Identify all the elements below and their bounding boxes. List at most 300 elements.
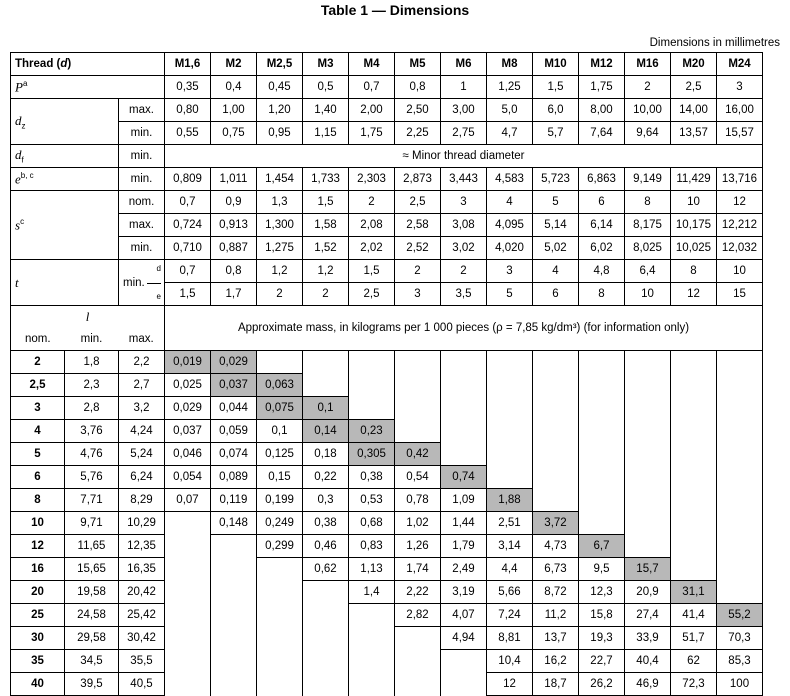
table-cell: 0,724 (165, 214, 211, 237)
table-cell: 5 (487, 283, 533, 306)
mass-value-shaded: 0,075 (257, 397, 303, 420)
length-max: 3,2 (119, 397, 165, 420)
table-cell: 2 (349, 191, 395, 214)
table-cell: 5,723 (533, 168, 579, 191)
length-nom: 3 (11, 397, 65, 420)
length-nom: 25 (11, 604, 65, 627)
mass-value: 0,53 (349, 489, 395, 512)
qualifier-label: min. (123, 276, 145, 289)
length-min: 9,71 (65, 512, 119, 535)
table-cell: 0,55 (165, 122, 211, 145)
mass-value (349, 374, 395, 397)
table-cell: 6,14 (579, 214, 625, 237)
mass-value: 1,4 (349, 581, 395, 604)
mass-value (625, 420, 671, 443)
length-max: 5,24 (119, 443, 165, 466)
mass-value: 18,7 (533, 673, 579, 696)
mass-row (11, 397, 763, 420)
length-min: 29,58 (65, 627, 119, 650)
table-cell: 6 (533, 283, 579, 306)
mass-value: 72,3 (671, 673, 717, 696)
table-cell: 12 (671, 283, 717, 306)
t-d-row (11, 260, 763, 283)
table-cell: 6 (579, 191, 625, 214)
mass-value: 10,4 (487, 650, 533, 673)
mass-value (533, 374, 579, 397)
t-label: t (11, 260, 119, 306)
df-row (11, 145, 763, 168)
table-cell: 1,2 (257, 260, 303, 283)
mass-value (717, 512, 763, 535)
table-cell: 11,429 (671, 168, 717, 191)
dz-label: $d_z$ (11, 99, 119, 145)
mass-value (625, 443, 671, 466)
table-cell: 10,025 (671, 237, 717, 260)
mass-value-shaded: 1,88 (487, 489, 533, 512)
length-nom: 35 (11, 650, 65, 673)
length-min: 1,8 (65, 351, 119, 374)
table-cell: 1,75 (349, 122, 395, 145)
length-min: 2,8 (65, 397, 119, 420)
mass-value: 0,059 (211, 420, 257, 443)
mass-value: 2,22 (395, 581, 441, 604)
length-nom: 2,5 (11, 374, 65, 397)
mass-value-shaded: 55,2 (717, 604, 763, 627)
mass-value: 0,68 (349, 512, 395, 535)
mass-value (487, 397, 533, 420)
mass-row (11, 535, 763, 558)
mass-value (165, 627, 211, 650)
length-min-header: min. (65, 328, 119, 351)
table-cell: 2,5 (395, 191, 441, 214)
mass-row (11, 512, 763, 535)
table-cell: 2,52 (395, 237, 441, 260)
mass-value (671, 512, 717, 535)
mass-value: 26,2 (579, 673, 625, 696)
mass-value (349, 627, 395, 650)
mass-value (395, 351, 441, 374)
length-max: 30,42 (119, 627, 165, 650)
mass-value (717, 351, 763, 374)
table-cell: 2 (257, 283, 303, 306)
table-cell: 1,011 (211, 168, 257, 191)
mass-value (671, 443, 717, 466)
length-max: 2,2 (119, 351, 165, 374)
mass-value (717, 420, 763, 443)
mass-value: 0,249 (257, 512, 303, 535)
length-symbol: l (11, 306, 165, 329)
table-cell: 10,00 (625, 99, 671, 122)
table-cell: 3 (441, 191, 487, 214)
table-cell: 1,75 (579, 76, 625, 99)
table-cell: 5,7 (533, 122, 579, 145)
length-nom: 40 (11, 673, 65, 696)
mass-value (257, 558, 303, 581)
table-cell: 5 (533, 191, 579, 214)
qualifier-label: min. (119, 122, 165, 145)
s-nom-row (11, 191, 763, 214)
table-cell: 1,5 (303, 191, 349, 214)
mass-value (533, 443, 579, 466)
mass-value (395, 650, 441, 673)
thread-header: Thread (d) (11, 53, 165, 76)
table-cell: 13,716 (717, 168, 763, 191)
table-cell: 1,25 (487, 76, 533, 99)
table-cell: 1,5 (533, 76, 579, 99)
table-cell: 0,7 (349, 76, 395, 99)
thread-size-header: M1,6 (165, 53, 211, 76)
mass-value-shaded: 0,42 (395, 443, 441, 466)
mass-value: 0,074 (211, 443, 257, 466)
length-max: 6,24 (119, 466, 165, 489)
table-cell: 6,02 (579, 237, 625, 260)
mass-value (625, 351, 671, 374)
mass-value (441, 374, 487, 397)
mass-value (165, 604, 211, 627)
mass-value: 0,07 (165, 489, 211, 512)
mass-value (717, 581, 763, 604)
table-cell: 1,5 (165, 283, 211, 306)
mass-value: 3,14 (487, 535, 533, 558)
mass-value (211, 535, 257, 558)
table-cell: 4,7 (487, 122, 533, 145)
table-cell: 2,873 (395, 168, 441, 191)
e-row (11, 168, 763, 191)
table-cell: 4 (487, 191, 533, 214)
mass-value (579, 397, 625, 420)
table-cell: 8 (671, 260, 717, 283)
mass-value: 13,7 (533, 627, 579, 650)
mass-value: 0,54 (395, 466, 441, 489)
table-cell: 4,8 (579, 260, 625, 283)
mass-value: 0,22 (303, 466, 349, 489)
mass-value (257, 604, 303, 627)
length-max: 10,29 (119, 512, 165, 535)
mass-row (11, 443, 763, 466)
table-cell: 3,02 (441, 237, 487, 260)
table-cell: 5,02 (533, 237, 579, 260)
mass-value (671, 397, 717, 420)
mass-value (165, 581, 211, 604)
mass-value: 51,7 (671, 627, 717, 650)
table-cell: 9,64 (625, 122, 671, 145)
table-cell: 2 (625, 76, 671, 99)
table-cell: 3,08 (441, 214, 487, 237)
mass-value: 1,44 (441, 512, 487, 535)
mass-value-shaded: 0,029 (211, 351, 257, 374)
length-max: 20,42 (119, 581, 165, 604)
mass-value: 7,24 (487, 604, 533, 627)
mass-value (165, 512, 211, 535)
mass-value (349, 351, 395, 374)
mass-value (395, 420, 441, 443)
mass-value: 19,3 (579, 627, 625, 650)
table-cell: 3 (487, 260, 533, 283)
mass-value (487, 374, 533, 397)
mass-value: 41,4 (671, 604, 717, 627)
mass-value (349, 650, 395, 673)
table-cell: 1,300 (257, 214, 303, 237)
mass-value: 22,7 (579, 650, 625, 673)
s-label: $s^c$ (11, 191, 119, 260)
table-cell: 2 (303, 283, 349, 306)
length-max: 4,24 (119, 420, 165, 443)
table-cell: 14,00 (671, 99, 717, 122)
length-nom-header: nom. (11, 328, 65, 351)
mass-value: 2,51 (487, 512, 533, 535)
df-label: $d_f$ (11, 145, 119, 168)
mass-value: 6,73 (533, 558, 579, 581)
table-cell: 5,14 (533, 214, 579, 237)
mass-value: 16,2 (533, 650, 579, 673)
mass-value (717, 397, 763, 420)
mass-value (165, 650, 211, 673)
mass-value-shaded: 6,7 (579, 535, 625, 558)
mass-value (257, 351, 303, 374)
length-nom: 16 (11, 558, 65, 581)
table-cell: 3,00 (441, 99, 487, 122)
mass-value (671, 466, 717, 489)
mass-value-shaded: 0,019 (165, 351, 211, 374)
length-nom: 2 (11, 351, 65, 374)
mass-value (441, 443, 487, 466)
mass-row (11, 650, 763, 673)
header-row (11, 53, 763, 76)
length-nom: 12 (11, 535, 65, 558)
table-cell: 2,25 (395, 122, 441, 145)
mass-value (211, 650, 257, 673)
mass-value: 0,299 (257, 535, 303, 558)
table-cell: 5,0 (487, 99, 533, 122)
mass-value-shaded: 0,305 (349, 443, 395, 466)
table-cell: 1,58 (303, 214, 349, 237)
mass-value (717, 443, 763, 466)
table-cell: 8,00 (579, 99, 625, 122)
mass-note: Approximate mass, in kilograms per 1 000 pieces (ρ = 7,85 kg/dm³) (for information only) (165, 306, 763, 351)
mass-value (303, 627, 349, 650)
thread-size-header: M12 (579, 53, 625, 76)
mass-value (257, 627, 303, 650)
mass-value (717, 535, 763, 558)
mass-value (717, 489, 763, 512)
length-nom: 20 (11, 581, 65, 604)
mass-value: 1,09 (441, 489, 487, 512)
table-cell: 12,212 (717, 214, 763, 237)
mass-value: 4,73 (533, 535, 579, 558)
mass-value (303, 604, 349, 627)
mass-row (11, 351, 763, 374)
mass-value (487, 420, 533, 443)
mass-value: 11,2 (533, 604, 579, 627)
mass-value: 1,79 (441, 535, 487, 558)
mass-value (717, 466, 763, 489)
units-note: Dimensions in millimetres (649, 37, 780, 49)
mass-value (395, 374, 441, 397)
mass-value: 0,125 (257, 443, 303, 466)
mass-row (11, 420, 763, 443)
mass-value: 85,3 (717, 650, 763, 673)
table-cell: 1 (441, 76, 487, 99)
length-max: 12,35 (119, 535, 165, 558)
table-cell: 3 (717, 76, 763, 99)
mass-value: 0,38 (303, 512, 349, 535)
table-cell: 1,00 (211, 99, 257, 122)
length-min: 11,65 (65, 535, 119, 558)
length-min: 7,71 (65, 489, 119, 512)
mass-value (487, 351, 533, 374)
mass-value: 2,82 (395, 604, 441, 627)
dimensions-table (10, 52, 763, 696)
length-max: 40,5 (119, 673, 165, 696)
mass-value (303, 581, 349, 604)
table-cell: 3,5 (441, 283, 487, 306)
thread-size-header: M20 (671, 53, 717, 76)
table-cell: 0,9 (211, 191, 257, 214)
length-header-row-1 (11, 306, 763, 329)
thread-size-header: M3 (303, 53, 349, 76)
mass-value: 0,148 (211, 512, 257, 535)
table-cell: 2,50 (395, 99, 441, 122)
length-nom: 6 (11, 466, 65, 489)
table-cell: 1,7 (211, 283, 257, 306)
mass-value: 0,46 (303, 535, 349, 558)
table-cell: 8,175 (625, 214, 671, 237)
mass-value (625, 374, 671, 397)
table-cell: 0,45 (257, 76, 303, 99)
mass-value: 0,044 (211, 397, 257, 420)
table-cell: 10,175 (671, 214, 717, 237)
table-cell: 0,7 (165, 191, 211, 214)
thread-size-header: M5 (395, 53, 441, 76)
mass-value: 0,089 (211, 466, 257, 489)
table-cell: 0,809 (165, 168, 211, 191)
table-cell: 0,710 (165, 237, 211, 260)
table-cell: 6,4 (625, 260, 671, 283)
mass-value (671, 351, 717, 374)
table-cell: 0,35 (165, 76, 211, 99)
qualifier-label: max. (119, 214, 165, 237)
length-min: 39,5 (65, 673, 119, 696)
mass-value: 0,119 (211, 489, 257, 512)
mass-row (11, 489, 763, 512)
table-cell: 1,2 (303, 260, 349, 283)
table-cell: 13,57 (671, 122, 717, 145)
mass-value (257, 650, 303, 673)
table-cell: 2,75 (441, 122, 487, 145)
length-max: 8,29 (119, 489, 165, 512)
mass-value-shaded: 15,7 (625, 558, 671, 581)
mass-value (441, 397, 487, 420)
pitch-row (11, 76, 763, 99)
mass-value (533, 351, 579, 374)
mass-value: 62 (671, 650, 717, 673)
mass-value: 1,74 (395, 558, 441, 581)
mass-value (165, 558, 211, 581)
mass-value (211, 558, 257, 581)
mass-row (11, 627, 763, 650)
table-cell: 8 (579, 283, 625, 306)
mass-row (11, 558, 763, 581)
table-cell: 8 (625, 191, 671, 214)
dz-max-row (11, 99, 763, 122)
length-nom: 4 (11, 420, 65, 443)
table-cell: 4,583 (487, 168, 533, 191)
table-cell: 16,00 (717, 99, 763, 122)
table-cell: 8,025 (625, 237, 671, 260)
mass-value: 33,9 (625, 627, 671, 650)
thread-size-header: M10 (533, 53, 579, 76)
length-max: 25,42 (119, 604, 165, 627)
table-cell: 6,0 (533, 99, 579, 122)
thread-size-header: M8 (487, 53, 533, 76)
length-nom: 30 (11, 627, 65, 650)
table-cell: 2,08 (349, 214, 395, 237)
mass-value: 0,83 (349, 535, 395, 558)
table-cell: 0,913 (211, 214, 257, 237)
mass-value: 5,66 (487, 581, 533, 604)
mass-value (625, 489, 671, 512)
mass-value: 0,18 (303, 443, 349, 466)
mass-value (671, 374, 717, 397)
mass-value: 100 (717, 673, 763, 696)
mass-value: 0,3 (303, 489, 349, 512)
table-cell: 2,5 (349, 283, 395, 306)
mass-value (533, 466, 579, 489)
dz-min-row (11, 122, 763, 145)
table-cell: 2,303 (349, 168, 395, 191)
mass-value (533, 420, 579, 443)
table-cell: 0,95 (257, 122, 303, 145)
mass-value: 4,4 (487, 558, 533, 581)
mass-value: 12,3 (579, 581, 625, 604)
mass-value: 15,8 (579, 604, 625, 627)
length-nom: 10 (11, 512, 65, 535)
table-cell: 1,3 (257, 191, 303, 214)
mass-value (349, 397, 395, 420)
table-title: Table 1 — Dimensions (320, 2, 470, 18)
length-min: 2,3 (65, 374, 119, 397)
mass-value: 0,62 (303, 558, 349, 581)
table-cell: 1,20 (257, 99, 303, 122)
mass-value (671, 420, 717, 443)
length-min: 24,58 (65, 604, 119, 627)
mass-value: 8,72 (533, 581, 579, 604)
mass-value (579, 466, 625, 489)
mass-value: 0,029 (165, 397, 211, 420)
table-cell: 2 (441, 260, 487, 283)
length-min: 15,65 (65, 558, 119, 581)
mass-value (533, 397, 579, 420)
mass-row (11, 604, 763, 627)
table-cell: 9,149 (625, 168, 671, 191)
mass-value: 1,13 (349, 558, 395, 581)
mass-value (625, 397, 671, 420)
mass-value: 1,26 (395, 535, 441, 558)
mass-value: 0,199 (257, 489, 303, 512)
mass-value-shaded: 0,063 (257, 374, 303, 397)
table-cell: 12,032 (717, 237, 763, 260)
mass-value: 0,037 (165, 420, 211, 443)
table-cell: 2,5 (671, 76, 717, 99)
table-cell: 15,57 (717, 122, 763, 145)
mass-value-shaded: 3,72 (533, 512, 579, 535)
mass-value: 40,4 (625, 650, 671, 673)
mass-value-shaded: 0,23 (349, 420, 395, 443)
mass-value (717, 558, 763, 581)
mass-row (11, 466, 763, 489)
mass-value (579, 443, 625, 466)
mass-value (303, 650, 349, 673)
